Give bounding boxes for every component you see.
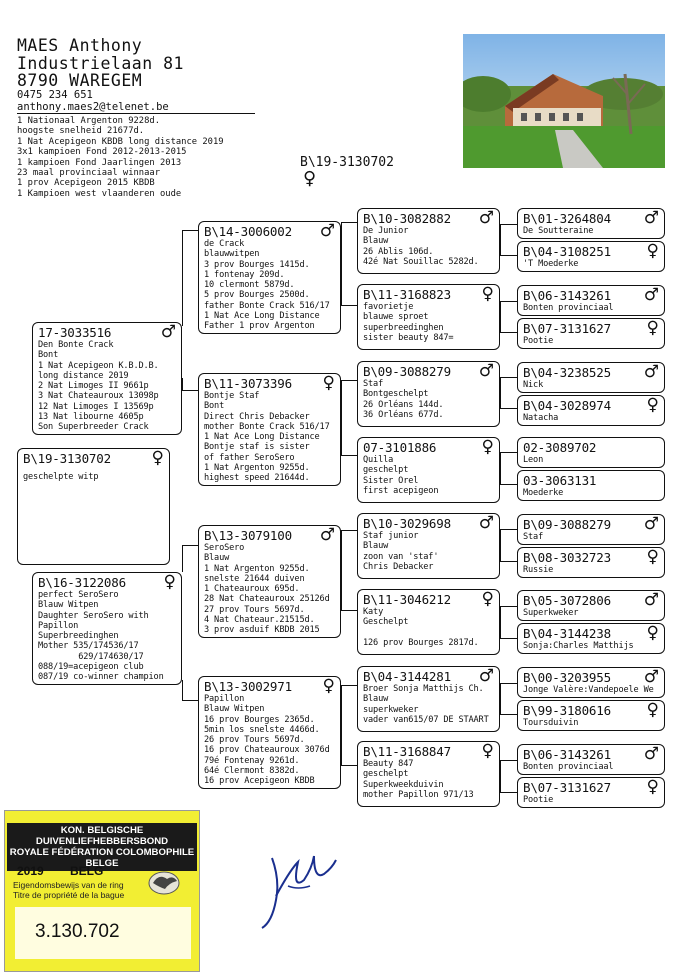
ring-number: B\16-3122086 <box>38 575 126 590</box>
detail-line: 64é Clermont 8382d. <box>204 766 300 777</box>
ring-number: B\07-3131627 <box>523 780 611 795</box>
detail-line: Natacha <box>523 413 559 423</box>
detail-line: Father 1 prov Argenton <box>204 321 315 332</box>
ring-number: B\00-3203955 <box>523 670 611 685</box>
ring-number: 17-3033516 <box>38 325 112 340</box>
male-icon: ♂ <box>478 208 494 228</box>
detail-line: Mother 535/174536/17 <box>38 641 139 652</box>
detail-line: snelste 21644 duiven <box>204 573 305 584</box>
detail-line: 3 Nat Chateauroux 13098p <box>38 391 159 402</box>
detail-line: Papillon <box>38 620 79 631</box>
detail-line: 088/19=acepigeon club <box>38 662 144 673</box>
pedigree-box-gen3 <box>357 589 500 655</box>
ring-number: B\19-3130702 <box>23 451 111 466</box>
detail-line: SeroSero <box>204 543 245 553</box>
connector <box>500 452 501 485</box>
detail-line: 16 prov Bourges 2365d. <box>204 714 315 725</box>
female-icon: ♀ <box>646 241 659 261</box>
ring-number: B\11-3168823 <box>363 287 451 302</box>
connector <box>500 301 517 302</box>
male-icon: ♂ <box>478 666 494 686</box>
detail-line: Katy <box>363 607 384 617</box>
card-caption <box>13 880 124 900</box>
connector <box>500 301 501 333</box>
detail-line: superbreedinghen <box>363 322 444 333</box>
detail-line: 3 prov asduif KBDB 2015 <box>204 625 320 636</box>
female-icon: ♀ <box>646 318 659 338</box>
connector <box>500 638 517 639</box>
pedigree-box-gen4 <box>517 623 665 654</box>
header-rule <box>17 113 255 114</box>
connector <box>500 377 501 409</box>
detail-line: Bonten provinciaal <box>523 303 614 313</box>
detail-line: father Bonte Crack 516/17 <box>204 300 330 311</box>
detail-line: 16 prov Chateauroux 3076d <box>204 745 330 756</box>
male-icon: ♂ <box>643 667 659 687</box>
detail-line: Jonge Valère:Vandepoele We <box>523 685 654 695</box>
ring-number: B\07-3131627 <box>523 321 611 336</box>
detail-line: Russie <box>523 565 554 575</box>
connector <box>341 222 358 223</box>
male-icon: ♂ <box>478 513 494 533</box>
detail-line: Bont <box>204 401 225 412</box>
detail-line: 3 prov Bourges 1415d. <box>204 259 310 270</box>
ring-number: B\13-3002971 <box>204 679 292 694</box>
pedigree-box-main <box>17 448 170 565</box>
pedigree-box-gen4 <box>517 547 665 578</box>
detail-line: Bontje staf is sister <box>204 442 310 453</box>
detail-line: Daughter SeroSero with <box>38 610 149 621</box>
detail-line: highest speed 21644d. <box>204 473 310 484</box>
detail-line: Sister Orel <box>363 475 419 486</box>
detail-line: 16 prov Acepigeon KBDB <box>204 776 315 787</box>
ring-number: 07-3101886 <box>363 440 437 455</box>
connector <box>500 714 517 715</box>
detail-line: first acepigeon <box>363 485 439 496</box>
detail-line: De Soutteraine <box>523 226 594 236</box>
connector <box>500 408 517 409</box>
pedigree-box-gen3 <box>357 361 500 427</box>
detail-line: 1 Nat Argenton 9255d. <box>204 563 310 574</box>
detail-line: 629/174630/17 <box>38 651 144 662</box>
detail-line: vader van615/07 DE STAART <box>363 714 489 725</box>
detail-line: Bont <box>38 350 59 361</box>
card-year: 2019 <box>17 864 44 878</box>
connector <box>182 378 183 391</box>
detail-line: 13 Nat libourne 4605p <box>38 412 144 423</box>
detail-line: 26 Orléans 144d. <box>363 399 444 410</box>
male-icon: ♂ <box>643 590 659 610</box>
detail-line: Staf junior <box>363 531 419 541</box>
ring-number: B\05-3072806 <box>523 593 611 608</box>
connector <box>500 683 517 684</box>
female-icon: ♀ <box>322 373 335 393</box>
detail-line: Blauw Witpen <box>204 704 265 715</box>
female-icon: ♀ <box>163 572 176 592</box>
detail-line: Geschelpt <box>363 617 409 628</box>
male-icon: ♂ <box>643 744 659 764</box>
federation-name-fr: ROYALE FÉDÉRATION COLOMBOPHILE BELGE <box>9 847 195 869</box>
connector <box>341 765 358 766</box>
detail-line: 126 prov Bourges 2817d. <box>363 637 479 648</box>
achievement: 3x1 kampioen Fond 2012-2013-2015 <box>17 147 187 158</box>
pedigree-box-gen3 <box>357 741 500 807</box>
female-icon: ♀ <box>151 448 164 468</box>
ring-number: B\04-3144238 <box>523 626 611 641</box>
detail-line: 79é Fontenay 9261d. <box>204 755 300 766</box>
pedigree-box-gen4 <box>517 470 665 501</box>
ring-number: B\09-3088279 <box>363 364 451 379</box>
pedigree-box-gen4 <box>517 318 665 349</box>
detail-line: geschelpt <box>363 465 409 476</box>
connector <box>500 224 517 225</box>
connector <box>341 530 342 611</box>
connector <box>500 760 517 761</box>
detail-line: superkweker <box>363 704 419 715</box>
connector <box>182 545 183 572</box>
pedigree-box-gen4 <box>517 362 665 393</box>
owner-city: 8790 WAREGEM <box>17 71 143 90</box>
pedigree-box-dam <box>32 572 182 685</box>
detail-line: sister beauty 847= <box>363 332 454 343</box>
male-icon: ♂ <box>478 361 494 381</box>
pedigree-box-sire-sire <box>198 221 341 334</box>
ring-number: B\04-3238525 <box>523 365 611 380</box>
female-icon: ♀ <box>322 676 335 696</box>
pedigree-box-gen3 <box>357 284 500 350</box>
detail-line: Bontgeschelpt <box>363 389 429 400</box>
male-icon: ♂ <box>643 362 659 382</box>
ring-ownership-card <box>4 810 200 972</box>
detail-line: 087/19 co-winner champion <box>38 672 164 683</box>
detail-line: 5min los snelste 4466d. <box>204 724 320 735</box>
pedigree-box-gen4 <box>517 744 665 775</box>
detail-line: Toursduivin <box>523 718 579 728</box>
ring-number: B\11-3168847 <box>363 744 451 759</box>
subject-ring: B\19-3130702 <box>300 155 394 170</box>
detail-line: Sonja:Charles Matthijs <box>523 641 634 651</box>
ring-number: B\06-3143261 <box>523 288 611 303</box>
achievement: hoogste snelheid 21677d. <box>17 126 145 137</box>
detail-line: 'T Moederke <box>523 259 579 269</box>
detail-line: Beauty 847 <box>363 759 414 769</box>
pedigree-box-gen4 <box>517 777 665 808</box>
male-icon: ♂ <box>319 221 335 241</box>
detail-line: 1 Nat Ace Long Distance <box>204 311 320 322</box>
female-icon: ♀ <box>481 437 494 457</box>
detail-line: Direct Chris Debacker <box>204 411 310 422</box>
female-icon: ♀ <box>646 777 659 797</box>
detail-line: Blauw <box>204 553 230 564</box>
connector <box>182 680 183 700</box>
detail-line: 12 Nat Limoges I 13569p <box>38 401 154 412</box>
detail-line: De Junior <box>363 226 409 236</box>
male-icon: ♂ <box>643 285 659 305</box>
connector <box>500 332 517 333</box>
achievement: 1 prov Acepigeon 2015 KBDB <box>17 178 155 189</box>
detail-line: 26 Ablis 106d. <box>363 246 434 257</box>
connector <box>500 452 517 453</box>
female-icon: ♀ <box>481 741 494 761</box>
female-icon: ♀ <box>481 589 494 609</box>
female-icon: ♀ <box>646 395 659 415</box>
connector <box>500 484 517 485</box>
connector <box>341 380 358 381</box>
achievement: 1 kampioen Fond Jaarlingen 2013 <box>17 157 182 168</box>
achievement: 1 Kampioen west vlaanderen oude <box>17 188 182 199</box>
detail-line: 5 prov Bourges 2500d. <box>204 290 310 301</box>
pedigree-box-gen3 <box>357 666 500 732</box>
detail-line: of father SeroSero <box>204 452 295 463</box>
loft-photo <box>463 34 665 168</box>
ring-number: 3.130.702 <box>35 921 120 942</box>
detail-line: geschelpte witp <box>23 472 99 482</box>
ring-number: B\13-3079100 <box>204 528 292 543</box>
pedigree-box-sire-dam <box>198 373 341 486</box>
ring-number: B\04-3108251 <box>523 244 611 259</box>
ring-number: B\04-3028974 <box>523 398 611 413</box>
detail-line: Bontje Staf <box>204 391 260 401</box>
detail-line: 27 prov Tours 5697d. <box>204 604 305 615</box>
female-icon: ♀ <box>646 623 659 643</box>
detail-line: Blauw Witpen <box>38 600 99 611</box>
ring-number: B\10-3082882 <box>363 211 451 226</box>
owner-name: MAES Anthony <box>17 36 143 55</box>
male-icon: ♂ <box>643 208 659 228</box>
ring-number: B\09-3088279 <box>523 517 611 532</box>
pedigree-box-gen4 <box>517 667 665 698</box>
detail-line: Leon <box>523 455 544 465</box>
achievements-list <box>17 116 224 199</box>
detail-line: 1 Chateauroux 695d. <box>204 584 300 595</box>
detail-line: geschelpt <box>363 769 409 780</box>
detail-line: Pootie <box>523 336 554 346</box>
detail-line: 1 Nat Ace Long Distance <box>204 432 320 443</box>
detail-line: Pootie <box>523 795 554 805</box>
detail-line: Bonten provinciaal <box>523 762 614 772</box>
ring-number: B\06-3143261 <box>523 747 611 762</box>
connector <box>500 683 501 715</box>
male-icon: ♂ <box>643 514 659 534</box>
connector <box>500 760 501 793</box>
male-icon: ♂ <box>319 525 335 545</box>
connector <box>341 610 358 611</box>
ring-number: B\99-3180616 <box>523 703 611 718</box>
pedigree-box-gen3 <box>357 513 500 579</box>
detail-line: Blauw <box>363 694 389 705</box>
connector <box>341 222 342 306</box>
connector <box>500 606 501 639</box>
connector <box>500 255 517 256</box>
pedigree-box-gen4 <box>517 241 665 272</box>
achievement: 1 Nationaal Argenton 9228d. <box>17 116 160 126</box>
connector <box>341 685 342 766</box>
detail-line: 1 Nat Argenton 9255d. <box>204 463 310 474</box>
connector <box>500 224 501 256</box>
detail-line: 2 Nat Limoges II 9661p <box>38 381 149 392</box>
pedigree-box-gen4 <box>517 395 665 426</box>
detail-line: Superkweker <box>523 608 579 618</box>
detail-line: 36 Orléans 677d. <box>363 409 444 420</box>
subject-female-icon: ♀ <box>303 168 317 189</box>
connector <box>500 561 517 562</box>
detail-line: long distance 2019 <box>38 370 129 381</box>
detail-line: Papillon <box>204 694 245 704</box>
detail-line: Chris Debacker <box>363 561 434 572</box>
detail-line: 10 clermont 5879d. <box>204 280 295 291</box>
connector <box>341 380 342 456</box>
pedigree-box-gen3 <box>357 437 500 503</box>
pedigree-box-gen4 <box>517 590 665 621</box>
detail-line: zoon van 'staf' <box>363 551 439 562</box>
pedigree-box-dam-dam <box>198 676 341 789</box>
detail-line: Staf <box>523 532 544 542</box>
female-icon: ♀ <box>646 700 659 720</box>
ring-number-panel <box>15 907 191 959</box>
pedigree-box-gen4 <box>517 208 665 239</box>
connector <box>500 377 517 378</box>
detail-line: blauwwitpen <box>204 249 260 260</box>
ring-number: 02-3089702 <box>523 440 597 455</box>
owner-street: Industrielaan 81 <box>17 54 184 73</box>
detail-line: favorietje <box>363 302 414 312</box>
detail-line: 4 Nat Chateaur.21515d. <box>204 615 315 626</box>
detail-line: 26 prov Tours 5697d. <box>204 735 305 746</box>
ring-number: B\08-3032723 <box>523 550 611 565</box>
owner-phone: 0475 234 651 <box>17 89 93 101</box>
detail-line: Blauw <box>363 541 389 552</box>
ring-number: B\11-3073396 <box>204 376 292 391</box>
connector <box>341 530 358 531</box>
card-caption-nl: Eigendomsbewijs van de ring <box>13 880 124 890</box>
ring-number: B\14-3006002 <box>204 224 292 239</box>
achievement: 23 maal provinciaal winnaar <box>17 168 160 179</box>
detail-line: Superkweekduivin <box>363 779 444 790</box>
detail-line: Broer Sonja Matthijs Ch. <box>363 684 484 694</box>
female-icon: ♀ <box>646 547 659 567</box>
connector <box>182 230 183 326</box>
signature <box>252 840 338 932</box>
ring-number: B\04-3144281 <box>363 669 451 684</box>
detail-line: Quilla <box>363 455 394 465</box>
card-caption-fr: Titre de propriété de la bague <box>13 890 125 900</box>
detail-line: perfect SeroSero <box>38 590 119 600</box>
pedigree-box-gen4 <box>517 437 665 468</box>
female-icon: ♀ <box>481 284 494 304</box>
detail-line: Superbreedinghen <box>38 631 119 642</box>
detail-line: blauwe sproet <box>363 312 429 323</box>
pedigree-box-sire <box>32 322 182 435</box>
federation-name-nl: KON. BELGISCHE DUIVENLIEFHEBBERSBOND <box>35 825 169 847</box>
detail-line <box>363 628 494 638</box>
detail-line: Son Superbreeder Crack <box>38 422 149 433</box>
detail-line: de Crack <box>204 239 245 249</box>
connector <box>500 792 517 793</box>
ring-number: 03-3063131 <box>523 473 597 488</box>
connector <box>341 305 358 306</box>
connector <box>500 529 501 562</box>
detail-line: Blauw <box>363 236 389 247</box>
detail-line: 1 Nat Acepigeon K.B.D.B. <box>38 360 159 371</box>
connector <box>500 529 517 530</box>
detail-line: Moederke <box>523 488 564 498</box>
detail-line: Den Bonte Crack <box>38 340 114 350</box>
detail-line: 1 fontenay 209d. <box>204 269 285 280</box>
detail-line: Nick <box>523 380 544 390</box>
ring-number: B\10-3029698 <box>363 516 451 531</box>
ring-number: B\01-3264804 <box>523 211 611 226</box>
card-country: BELG <box>70 864 104 878</box>
connector <box>341 685 358 686</box>
detail-line: Staf <box>363 379 384 389</box>
connector <box>500 606 517 607</box>
owner-email: anthony.maes2@telenet.be <box>17 101 169 113</box>
male-icon: ♂ <box>160 322 176 342</box>
detail-line: mother Papillon 971/13 <box>363 789 474 800</box>
ring-number: B\11-3046212 <box>363 592 451 607</box>
pedigree-box-gen4 <box>517 285 665 316</box>
detail-line: 28 Nat Chateauroux 25126d <box>204 594 330 605</box>
pedigree-box-gen4 <box>517 514 665 545</box>
pedigree-box-gen4 <box>517 700 665 731</box>
connector <box>341 455 358 456</box>
pedigree-box-gen3 <box>357 208 500 274</box>
detail-line: 42é Nat Souillac 5282d. <box>363 256 479 267</box>
federation-logo-icon <box>147 867 181 897</box>
detail-line: mother Bonte Crack 516/17 <box>204 421 330 432</box>
achievement: 1 Nat Acepigeon KBDB long distance 2019 <box>17 136 224 147</box>
pedigree-box-dam-sire <box>198 525 341 638</box>
